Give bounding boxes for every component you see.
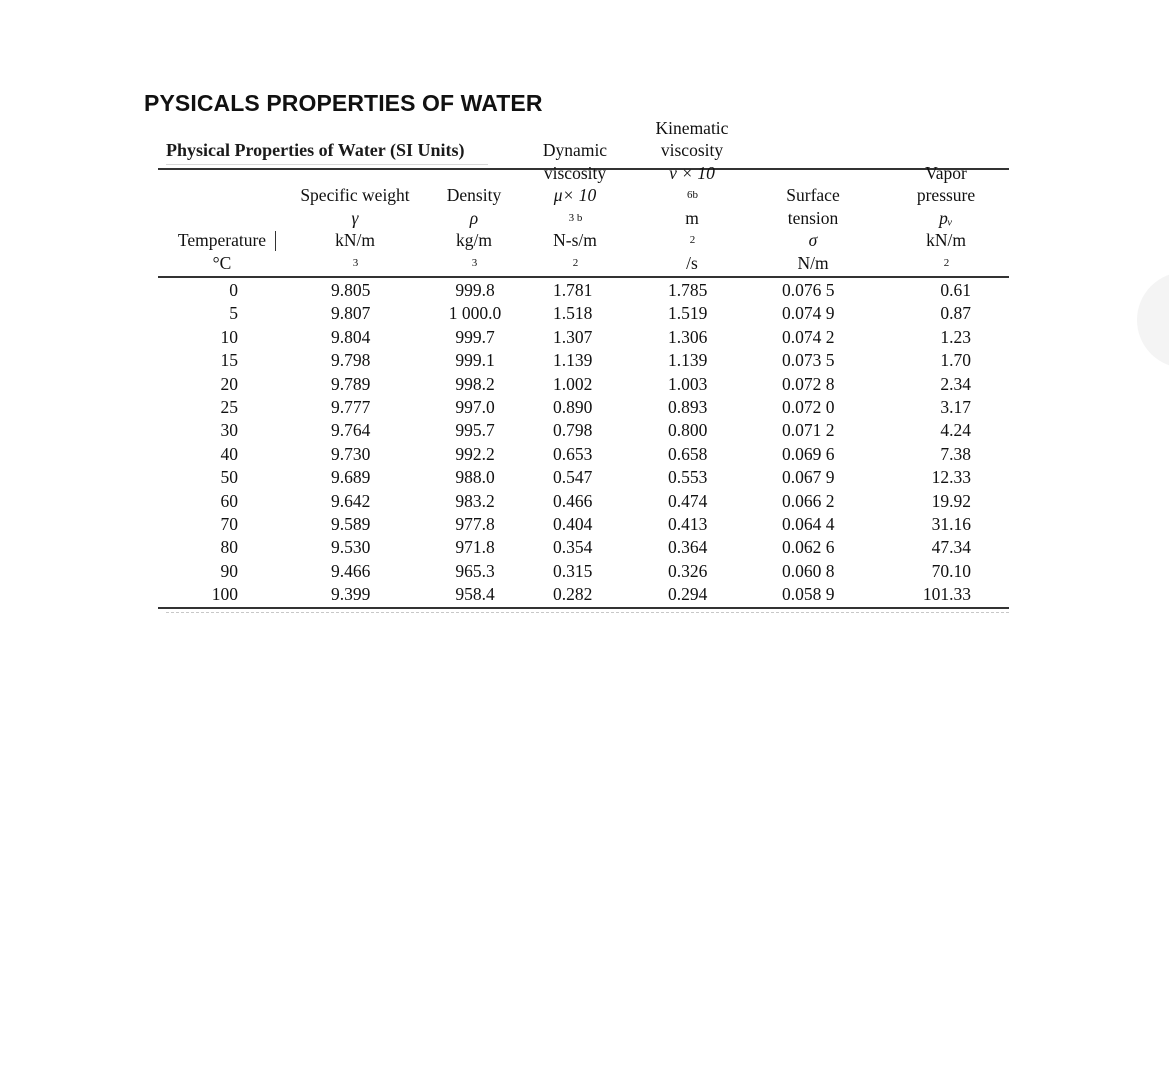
table-cell: 0.315 [553, 560, 593, 581]
table-cell: 999.1 [455, 350, 495, 371]
table-cell: 0.893 [668, 397, 708, 418]
table-cell: 1.306 [668, 326, 708, 347]
table-cell: 9.805 [331, 280, 371, 300]
table-cell: 0.413 [668, 514, 708, 535]
table-cell: 9.642 [331, 490, 371, 511]
table-cell: 5 [229, 303, 238, 324]
table-header-rule [158, 276, 1009, 278]
table-cell: 0.282 [553, 584, 593, 605]
table-cell: 1.139 [668, 350, 708, 371]
column-temperature [190, 279, 238, 607]
table-footnote-rule [166, 612, 1009, 614]
header-surface-tension-line2: tension [787, 207, 839, 228]
table-cell: 997.0 [455, 397, 495, 418]
table-cell: 70 [220, 514, 238, 535]
table-cell: 1.307 [553, 326, 593, 347]
table-cell: 101.33 [922, 584, 971, 605]
table-cell: 999.8 [455, 280, 495, 300]
table-cell: 0.61 [940, 280, 971, 300]
table-cell: 1.23 [940, 326, 971, 347]
table-cell: 0.798 [553, 420, 593, 441]
table-cell: 1.519 [668, 303, 708, 324]
table-cell: 0.553 [668, 467, 708, 488]
table-cell: 7.38 [940, 443, 971, 464]
table-cell: 1.002 [553, 373, 593, 394]
table-cell: 9.777 [331, 397, 371, 418]
table-cell: 9.789 [331, 373, 371, 394]
table-cell: 1.781 [553, 280, 593, 300]
table-cell: 977.8 [455, 514, 495, 535]
header-specific-weight [285, 170, 425, 274]
header-density-unit: kg/m 3 [456, 230, 492, 269]
table-cell: 0.547 [553, 467, 593, 488]
table-cell: 20 [220, 373, 238, 394]
table-caption: Physical Properties of Water (SI Units) [166, 140, 465, 160]
table-cell: 12.33 [931, 467, 971, 488]
header-dynamic-viscosity-symbol: μ× 10 3 b [553, 185, 597, 224]
table-cell: 0.058 9 [782, 584, 835, 605]
table-cell: 9.466 [331, 560, 371, 581]
header-dynamic-viscosity-unit: N-s/m 2 [553, 230, 597, 269]
table-cell: 998.2 [455, 373, 495, 394]
header-vapor-pressure-symbol: pᵥ [939, 207, 953, 228]
table-cell: 0.074 9 [782, 303, 835, 324]
column-vapor-pressure [900, 279, 971, 607]
table-cell: 30 [220, 420, 238, 441]
table-cell: 50 [220, 467, 238, 488]
table-cell: 90 [220, 560, 238, 581]
table-cell: 0.658 [668, 443, 708, 464]
table-cell: 0.326 [668, 560, 708, 581]
table-cell: 1.785 [668, 280, 708, 300]
header-divider [275, 231, 277, 251]
table-cell: 40 [220, 443, 238, 464]
header-temperature-unit: °C [212, 252, 232, 273]
page-title: PYSICALS PROPERTIES OF WATER [144, 90, 543, 116]
table-cell: 0.364 [668, 537, 708, 558]
header-density-symbol: ρ [469, 207, 479, 228]
header-dynamic-viscosity-line2: viscosity [543, 162, 607, 183]
table-cell: 0.076 5 [782, 280, 835, 300]
table-cell: 0.890 [553, 397, 593, 418]
column-density [436, 279, 514, 607]
table-cell: 10 [220, 326, 238, 347]
table-cell: 19.92 [931, 490, 971, 511]
table-cell: 988.0 [455, 467, 495, 488]
table-cell: 0.87 [940, 303, 971, 324]
header-kinematic-viscosity-unit: m 2 /s [685, 207, 699, 273]
table-cell: 2.34 [940, 373, 971, 394]
header-vapor-pressure [896, 162, 996, 274]
table-cell: 9.798 [331, 350, 371, 371]
table-cell: 995.7 [455, 420, 495, 441]
table-cell: 25 [220, 397, 238, 418]
header-surface-tension-symbol: σ [808, 230, 818, 250]
header-vapor-pressure-line1: Vapor [925, 162, 967, 183]
header-temperature-label: Temperature [177, 230, 267, 250]
header-vapor-pressure-line2: pressure [916, 185, 976, 205]
table-cell: 9.689 [331, 467, 371, 488]
header-kinematic-viscosity [637, 117, 747, 274]
table-cell: 80 [220, 537, 238, 558]
table-cell: 9.589 [331, 514, 371, 535]
table-cell: 1 000.0 [448, 303, 502, 324]
table-cell: 992.2 [455, 443, 495, 464]
table-cell: 31.16 [931, 514, 971, 535]
table-cell: 0.071 2 [782, 420, 835, 441]
table-cell: 0.354 [553, 537, 593, 558]
table-cell: 0.474 [668, 490, 708, 511]
table-cell: 971.8 [455, 537, 495, 558]
table-cell: 0.060 8 [782, 560, 835, 581]
header-specific-weight-label: Specific weight [300, 185, 410, 205]
header-surface-tension [766, 170, 860, 274]
table-cell: 47.34 [931, 537, 971, 558]
header-dynamic-viscosity [525, 140, 625, 274]
column-dynamic-viscosity [553, 279, 613, 607]
table-cell: 983.2 [455, 490, 495, 511]
header-specific-weight-unit: kN/m 3 [335, 230, 375, 269]
table-bottom-rule [158, 607, 1009, 609]
table-cell: 1.139 [553, 350, 593, 371]
table-cell: 999.7 [455, 326, 495, 347]
table-cell: 0.062 6 [782, 537, 835, 558]
table-cell: 9.730 [331, 443, 371, 464]
table-cell: 0.073 5 [782, 350, 835, 371]
table-cell: 0.072 8 [782, 373, 835, 394]
table-cell: 965.3 [455, 560, 495, 581]
table-cell: 9.399 [331, 584, 371, 605]
header-specific-weight-symbol: γ [351, 207, 359, 228]
header-dynamic-viscosity-line1: Dynamic [542, 140, 608, 160]
table-cell: 3.17 [940, 397, 971, 418]
table-cell: 0.466 [553, 490, 593, 511]
table-cell: 9.807 [331, 303, 371, 324]
table-cell: 4.24 [940, 420, 971, 441]
column-specific-weight [331, 279, 401, 607]
table-cell: 9.804 [331, 326, 371, 347]
header-kinematic-viscosity-symbol: ν × 10 6b [669, 162, 715, 201]
header-kinematic-viscosity-line1: Kinematic [655, 117, 729, 138]
header-kinematic-viscosity-line2: viscosity [660, 140, 724, 160]
floating-edge-bubble[interactable] [1137, 272, 1169, 368]
table-cell: 0.066 2 [782, 490, 835, 511]
table-cell: 0.404 [553, 514, 593, 535]
header-surface-tension-line1: Surface [786, 185, 840, 205]
table-cell: 0.064 4 [782, 514, 835, 535]
header-density-label: Density [446, 185, 502, 205]
table-cell: 9.764 [331, 420, 371, 441]
table-cell: 0 [229, 280, 238, 300]
header-temperature [166, 170, 278, 274]
table-cell: 0.067 9 [782, 467, 835, 488]
table-cell: 0.800 [668, 420, 708, 441]
table-cell: 0.074 2 [782, 326, 835, 347]
column-kinematic-viscosity [668, 279, 728, 607]
table-cell: 1.003 [668, 373, 708, 394]
header-density [435, 170, 513, 274]
column-surface-tension [782, 279, 862, 607]
table-cell: 0.069 6 [782, 443, 835, 464]
table-cell: 0.072 0 [782, 397, 835, 418]
caption-underline [166, 164, 488, 165]
table-cell: 15 [220, 350, 238, 371]
table-cell: 958.4 [455, 584, 495, 605]
table-cell: 60 [220, 490, 238, 511]
table-cell: 9.530 [331, 537, 371, 558]
header-vapor-pressure-unit: kN/m 2 [926, 230, 966, 269]
table-cell: 100 [211, 584, 238, 605]
table-cell: 0.294 [668, 584, 708, 605]
table-cell: 0.653 [553, 443, 593, 464]
header-surface-tension-unit: N/m [797, 252, 829, 273]
table-cell: 70.10 [931, 560, 971, 581]
table-cell: 1.70 [940, 350, 971, 371]
table-cell: 1.518 [553, 303, 593, 324]
